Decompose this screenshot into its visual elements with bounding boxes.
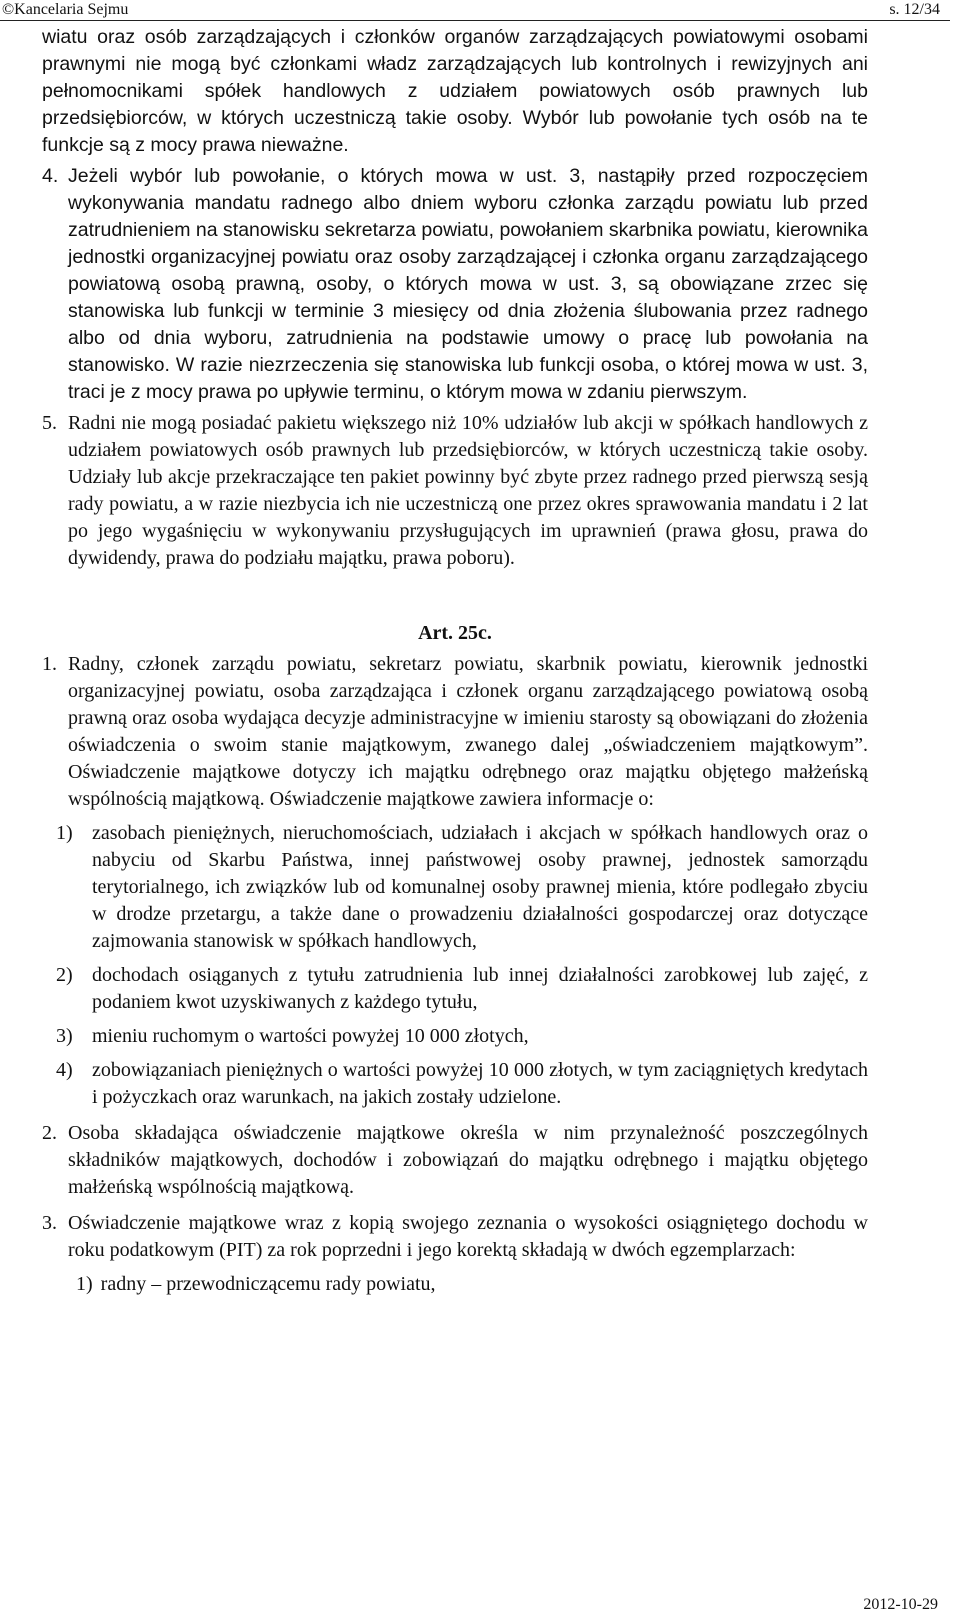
article-paragraph-2 (42, 1120, 868, 1201)
list-item-label: 1) (76, 1273, 93, 1295)
list-item-text: dochodach osiąganych z tytułu zatrudnienia lub innej działalności zarobkowej lub zajęć, z podaniem kwot uzyskiwanych z każdego tytułu, (92, 964, 868, 1013)
list-item-label: 3) (56, 1025, 73, 1047)
footer-date: 2012-10-29 (863, 1596, 938, 1613)
list-item (42, 820, 868, 955)
article-paragraph-3-text: Oświadczenie majątkowe wraz z kopią swojego zeznania o wysokości osiągniętego dochodu w roku podatkowym (PIT) za rok poprzedni i jego korektą składają w dwóch egzemplarzach: (68, 1212, 868, 1261)
list-item-label: 4) (56, 1059, 73, 1081)
article-paragraph-3-label: 3. (42, 1212, 57, 1234)
header-copyright: ©Kancelaria Sejmu (2, 1, 129, 18)
paragraph-5-text: Radni nie mogą posiadać pakietu większego niż 10% udziałów lub akcji w spółkach handlowych z udziałem powiatowych osób prawnych lub przedsiębiorców, w których uczestniczą takie osoby. Udziały lub akcje przekraczające ten pakiet powinny być zbyte przez radnego przed pierwszą sesją rady powiatu, a w razie niezbycia ich nie uczestniczą one przez okres sprawowania mandatu i 2 lat po jego wygaśnięciu w wykonywaniu przysługujących im uprawnień (prawa głosu, prawa do dywidendy, prawa do podziału majątku, prawa poboru). (68, 412, 868, 569)
list-item-label: 1) (56, 822, 73, 844)
page-header (0, 0, 960, 22)
list-item-label: 2) (56, 964, 73, 986)
list-item (42, 1023, 868, 1050)
article-paragraph-1-text: Radny, członek zarządu powiatu, sekretarz powiatu, skarbnik powiatu, kierownik jednostki organizacyjnej powiatu, osoba zarządzająca i członek organu zarządzającego powiatową osobą prawną oraz osoba wydająca decyzje administracyjne w imieniu starosty są obowiązani do złożenia oświadczenia o swoim stanie majątkowym, zwanego dalej „oświadczeniem majątkowym”. Oświadczenie majątkowe dotyczy ich majątku odrębnego oraz majątku objętego małżeńską wspólnością majątkową. Oświadczenie majątkowe zawiera informacje o: (68, 653, 868, 810)
list-item (42, 1057, 868, 1111)
document-body (42, 24, 868, 1298)
article-paragraph-2-label: 2. (42, 1122, 57, 1144)
header-rule (0, 20, 950, 21)
article-paragraph-2-text: Osoba składająca oświadczenie majątkowe określa w nim przynależność poszczególnych składników majątkowych, dochodów i zobowiązań do majątku odrębnego i majątku objętego małżeńską wspólnością majątkową. (68, 1122, 868, 1198)
list-item-text: mieniu ruchomym o wartości powyżej 10 000 złotych, (92, 1025, 529, 1047)
article-paragraph-1 (42, 651, 868, 813)
paragraph-4-text: Jeżeli wybór lub powołanie, o których mowa w ust. 3, nastąpiły przed rozpoczęciem wykonywania mandatu radnego albo dniem wyboru członka zarządu powiatu lub przed zatrudnieniem na stanowisku sekretarza powiatu, powołaniem skarbnika powiatu, kierownika jednostki organizacyjnej powiatu oraz osoby zarządzającej i członka organu zarządzającego powiatową osobą prawną, osoby, o których mowa w ust. 3, są obowiązane zrzec się stanowiska lub funkcji w terminie 3 miesięcy od dnia złożenia ślubowania przez radnego albo od dnia wyboru, zatrudnienia na podstawie umowy o pracę lub powołania na stanowisko. W razie niezrzeczenia się stanowiska lub funkcji osoba, o której mowa w ust. 3, traci je z mocy prawa po upływie terminu, o którym mowa w zdaniu pierwszym. (68, 165, 868, 403)
paragraph-5-label: 5. (42, 412, 57, 434)
list-item (42, 1271, 868, 1298)
list-item-text: zasobach pieniężnych, nieruchomościach, udziałach i akcjach w spółkach handlowych oraz o nabyciu od Skarbu Państwa, innej państwowej osoby prawnej, jednostek samorządu terytorialnego, ich związków lub od komunalnej osoby prawnej mienia, które podlegało zbyciu w drodze przetargu, a także dane o prowadzeniu działalności gospodarczej oraz dotyczące zajmowania stanowisk w spółkach handlowych, (92, 822, 868, 952)
paragraph-4 (42, 163, 868, 406)
continuation-paragraph: wiatu oraz osób zarządzających i członków organów zarządzających powiatowymi osobami prawnymi nie mogą być członkami władz zarządzających lub kontrolnych i rewizyjnych ani pełnomocnikami spółek handlowych z udziałem powiatowych osób prawnych lub przedsiębiorców, w których uczestniczą takie osoby. Wybór lub powołanie tych osób na te funkcje są z mocy prawa nieważne. (42, 26, 868, 156)
list-item-text: radny – przewodniczącemu rady powiatu, (100, 1273, 436, 1295)
list-item (42, 962, 868, 1016)
paragraph-5 (42, 410, 868, 572)
paragraph-4-label: 4. (42, 165, 59, 187)
article-paragraph-1-label: 1. (42, 653, 57, 675)
list-item-text: zobowiązaniach pieniężnych o wartości powyżej 10 000 złotych, w tym zaciągniętych kredytach i pożyczkach oraz warunkach, na jakich zostały udzielone. (92, 1059, 868, 1108)
header-page-number: s. 12/34 (889, 1, 940, 18)
article-paragraph-3 (42, 1210, 868, 1264)
article-heading: Art. 25c. (418, 622, 492, 644)
